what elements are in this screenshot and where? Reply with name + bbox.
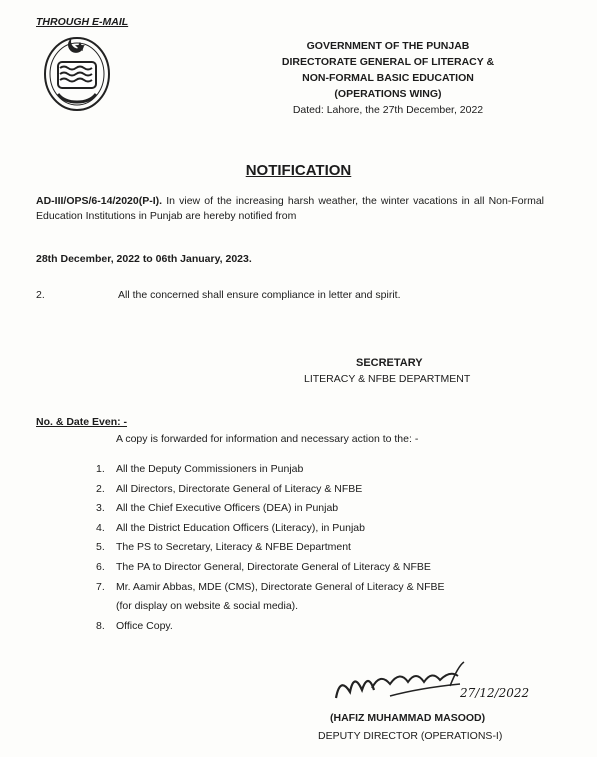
list-item — [96, 460, 445, 480]
list-item-number: 5. — [96, 541, 105, 554]
paragraph-1-text: In view of the increasing harsh weather, the winter vacations in all Non-Formal Education Institutions in Punjab are hereby notified from — [36, 195, 544, 222]
signer-name: (HAFIZ MUHAMMAD MASOOD) — [330, 712, 486, 724]
list-item-text: All the Chief Executive Officers (DEA) in Punjab — [116, 502, 339, 515]
list-item — [96, 558, 445, 578]
list-item-text: The PA to Director General, Directorate General of Literacy & NFBE — [116, 560, 431, 573]
list-item-text: All the Deputy Commissioners in Punjab — [116, 463, 304, 475]
signer-designation: DEPUTY DIRECTOR (OPERATIONS-I) — [318, 730, 503, 742]
list-item — [96, 499, 445, 519]
list-item-text: All Directors, Directorate General of Literacy & NFBE — [116, 482, 363, 495]
vacation-dates: 28th December, 2022 to 06th January, 2023. — [36, 253, 252, 265]
signatory-department: LITERACY & NFBE DEPARTMENT — [304, 373, 471, 385]
signature-date: 27/12/2022 — [460, 686, 530, 700]
list-item — [96, 617, 445, 637]
list-item — [96, 480, 445, 500]
copy-heading: No. & Date Even: - — [36, 416, 128, 428]
list-item-number: 3. — [96, 502, 105, 515]
list-item-number: 6. — [96, 560, 105, 573]
list-item — [96, 578, 445, 598]
list-item-text: (for display on website & social media). — [116, 600, 299, 613]
list-item-text: Office Copy. — [116, 619, 173, 632]
document-title: NOTIFICATION — [245, 162, 352, 179]
paragraph-1 — [36, 194, 544, 224]
paragraph-2-number: 2. — [36, 289, 45, 301]
letterhead-wing: (OPERATIONS WING) — [334, 88, 442, 100]
list-item-number: 8. — [96, 619, 105, 632]
list-item-number: 4. — [96, 521, 105, 534]
distribution-list — [96, 460, 445, 636]
list-item — [96, 597, 445, 617]
list-item-text: Mr. Aamir Abbas, MDE (CMS), Directorate General of Literacy & NFBE — [116, 580, 445, 593]
list-item-text: The PS to Secretary, Literacy & NFBE Department — [116, 541, 351, 554]
letterhead — [248, 38, 528, 118]
list-item-number: 1. — [96, 463, 105, 475]
copy-intro: A copy is forwarded for information and necessary action to the: - — [116, 433, 419, 445]
letterhead-government: GOVERNMENT OF THE PUNJAB — [306, 40, 470, 52]
letterhead-date: Dated: Lahore, the 27th December, 2022 — [292, 104, 484, 116]
list-item-number: 7. — [96, 580, 105, 593]
signatory-title: SECRETARY — [356, 357, 423, 369]
letterhead-education: NON-FORMAL BASIC EDUCATION — [302, 72, 474, 84]
letterhead-directorate: DIRECTORATE GENERAL OF LITERACY & — [281, 56, 495, 68]
list-item-number: 2. — [96, 482, 105, 495]
list-item-number — [96, 597, 116, 617]
list-item — [96, 538, 445, 558]
punjab-emblem-icon — [42, 28, 112, 112]
reference-number: AD-III/OPS/6-14/2020(P-I). — [36, 195, 163, 207]
paragraph-2-text: All the concerned shall ensure compliance in letter and spirit. — [118, 289, 401, 301]
list-item-text: All the District Education Officers (Literacy), in Punjab — [116, 521, 365, 534]
through-email-label: THROUGH E-MAIL — [36, 16, 129, 28]
list-item — [96, 519, 445, 539]
